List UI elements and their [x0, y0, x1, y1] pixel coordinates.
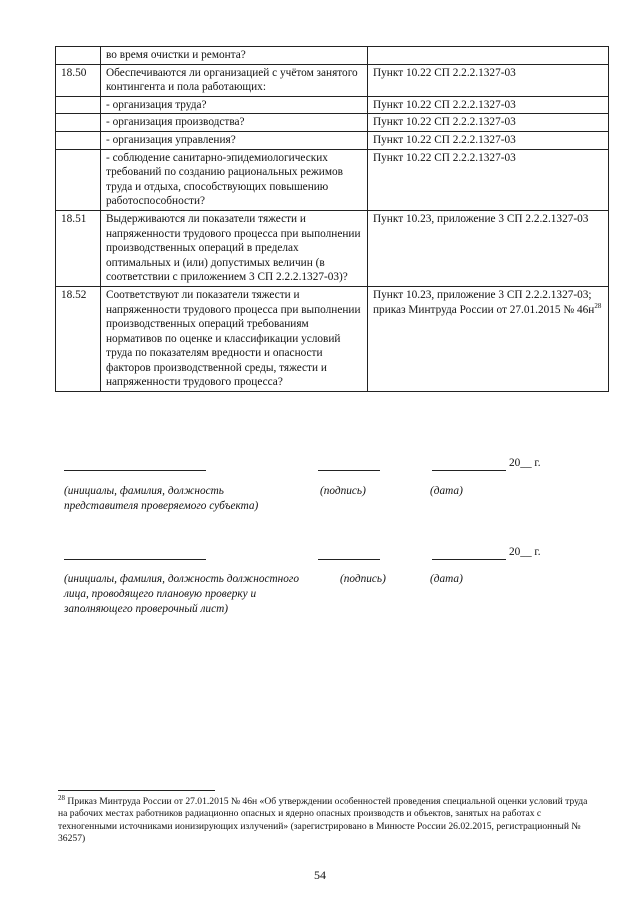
row-number — [56, 114, 101, 132]
year-label-1: 20__ г. — [509, 457, 541, 469]
footnote-ref-mark: 28 — [594, 301, 602, 310]
table-row — [56, 47, 609, 65]
row-reference: Пункт 10.22 СП 2.2.2.1327-03 — [368, 149, 609, 210]
row-reference: Пункт 10.22 СП 2.2.2.1327-03 — [368, 114, 609, 132]
row-number: 18.52 — [56, 286, 101, 391]
page-number: 54 — [314, 868, 326, 882]
row-question: - организация управления? — [101, 131, 368, 149]
footnote-separator — [58, 790, 215, 791]
name-line-2 — [64, 559, 206, 560]
row-question: - организация труда? — [101, 96, 368, 114]
row-reference: Пункт 10.22 СП 2.2.2.1327-03 — [368, 64, 609, 96]
table-row — [56, 210, 609, 286]
table-row — [56, 64, 609, 96]
date-line-1 — [432, 470, 506, 471]
row-reference — [368, 47, 609, 65]
caption-name-1: (инициалы, фамилия, должность представителя проверяемого субъекта) — [64, 485, 259, 512]
caption-date-1: (дата) — [430, 485, 463, 497]
table-row — [56, 96, 609, 114]
row-reference: Пункт 10.22 СП 2.2.2.1327-03 — [368, 131, 609, 149]
signature-line-1 — [318, 470, 380, 471]
row-reference — [368, 286, 609, 391]
table-row — [56, 131, 609, 149]
row-question: Обеспечиваются ли организацией с учётом занятого контингента и пола работающих: — [101, 64, 368, 96]
caption-sign-1: (подпись) — [320, 485, 366, 497]
caption-date-2: (дата) — [430, 573, 463, 585]
table-row — [56, 149, 609, 210]
row-reference: Пункт 10.22 СП 2.2.2.1327-03 — [368, 96, 609, 114]
row-question: Выдерживаются ли показатели тяжести и напряженности трудового процесса при выполнении производственных операций в пределах оптимальных и (или) допустимых величин (в соответствии с приложением 3 СП 2.2.2.1327-03)? — [101, 210, 368, 286]
row-number — [56, 131, 101, 149]
row-number — [56, 96, 101, 114]
footnote — [58, 793, 588, 846]
checklist-table — [55, 46, 609, 392]
row-number — [56, 149, 101, 210]
row-question: - организация производства? — [101, 114, 368, 132]
row-number — [56, 47, 101, 65]
row-number: 18.51 — [56, 210, 101, 286]
signature-line-2 — [318, 559, 380, 560]
caption-sign-2: (подпись) — [340, 573, 386, 585]
table-row — [56, 286, 609, 391]
name-line-1 — [64, 470, 206, 471]
row-question: Соответствуют ли показатели тяжести и напряженности трудового процесса при выполнении производственных операций требованиям нормативов по оценке и классификации условий труда по показателям вредности и опасности факторов производственной среды, тяжести и напряженности трудового процесса? — [101, 286, 368, 391]
reference-text: Пункт 10.23, приложение 3 СП 2.2.2.1327-03; приказ Минтруда России от 27.01.2015 № 46н — [373, 288, 595, 316]
date-line-2 — [432, 559, 506, 560]
caption-name-2: (инициалы, фамилия, должность должностного лица, проводящего плановую проверку и заполняющего проверочный лист) — [64, 573, 299, 615]
row-question: - соблюдение санитарно-эпидемиологических требований по созданию рациональных режимов труда и отдыха, способствующих повышению работоспособности? — [101, 149, 368, 210]
row-question: во время очистки и ремонта? — [101, 47, 368, 65]
footnote-mark: 28 — [58, 793, 65, 802]
row-reference: Пункт 10.23, приложение 3 СП 2.2.2.1327-03 — [368, 210, 609, 286]
footnote-text: Приказ Минтруда России от 27.01.2015 № 46н «Об утверждении особенностей проведения специальной оценки условий труда на рабочих местах работников радиационно опасных и ядерно опасных производств и объектов, занятых на работах с техногенными источниками ионизирующих излучений» (зарегистрировано в Минюсте России 26.02.2015, регистрационный № 36257) — [58, 796, 588, 845]
table-row — [56, 114, 609, 132]
row-number: 18.50 — [56, 64, 101, 96]
year-label-2: 20__ г. — [509, 546, 541, 558]
